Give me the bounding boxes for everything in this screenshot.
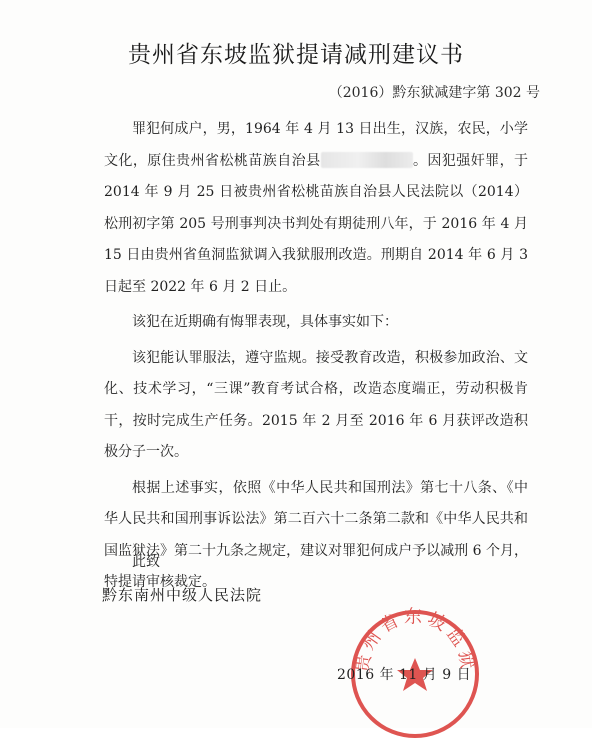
- paragraph-text: 罪犯何成户，男，1964 年 4 月 13 日出生，汉族，农民，小学文化，原住贵州省松桃苗族自治县: [104, 121, 528, 169]
- paragraph-facts: 该犯能认罪服法，遵守监规。接受教育改造，积极参加政治、文化、技术学习，“三课”教育考试合格，改造态度端正，劳动积极肯干，按时完成生产任务。2015 年 2 月至 2016 年 6 月获评改造积极分子一次。: [104, 349, 528, 460]
- paragraph-text: 。因犯强奸罪，于 2014 年 9 月 25 日被贵州省松桃苗族自治县人民法院以（2014）松刑初字第 205 号刑事判决书判处有期徒刑八年，于 2016 年 4 月 15 日由贵州省鱼洞监狱调入我狱服刑改造。刑期自 2014 年 6 月 3 日起至 2022 年 6 月 2 日止。: [104, 152, 529, 295]
- document-title: 贵州省东坡监狱提请减刑建议书: [128, 42, 464, 68]
- svg-text:贵州省东坡监狱: 贵州省东坡监狱: [352, 606, 478, 675]
- recipient-court: 黔东南州中级人民法院: [102, 586, 263, 604]
- document-body: [104, 114, 528, 599]
- salutation: 此致: [132, 554, 160, 570]
- paragraph-inmate-info: [104, 114, 528, 303]
- redacted-address: [321, 152, 413, 168]
- paragraph-recommendation: 根据上述事实，依照《中华人民共和国刑法》第七十八条、《中华人民共和国刑事诉讼法》第二百六十二条第二款和《中华人民共和国监狱法》第二十九条之规定，建议对罪犯何成户予以减刑 6 个月，特提请审核裁定。: [104, 479, 528, 590]
- paragraph-intro: 该犯在近期确有悔罪表现，具体事实如下：: [132, 314, 398, 330]
- document-date: 2016 年 11 月 9 日: [337, 667, 472, 683]
- document-number: （2016）黔东狱减建字第 302 号: [328, 85, 540, 101]
